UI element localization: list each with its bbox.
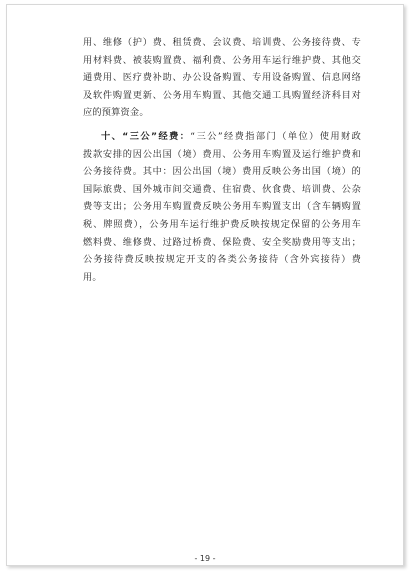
paragraph-1-line: 用、维修（护）费、租赁费、会议费、培训费、公务接待费、专 <box>83 37 361 48</box>
paragraph-2-line: 国际旅费、国外城市间交通费、住宿费、伙食费、培训费、公杂 <box>83 183 361 195</box>
paragraph-2-line: 公务接待费反映按规定开支的各类公务接待（含外宾接待）费 <box>83 254 361 266</box>
paragraph-2-first-line <box>83 128 361 146</box>
page-body <box>83 34 361 286</box>
paragraph-2-line: 拨款安排的因公出国（境）费用、公务用车购置及运行维护费和 <box>83 148 361 160</box>
section-heading: 十、“三公”经费： <box>101 130 191 142</box>
paragraph-2-line: 公务接待费。其中：因公出国（境）费用反映公务出国（境）的 <box>83 166 361 178</box>
paragraph-1-line: 应的预算资金。 <box>83 107 149 119</box>
paragraph-2-line: 费等支出；公务用车购置费反映公务用车购置支出（含车辆购置 <box>83 201 361 213</box>
paragraph-2-first-line-text: “三公”经费指部门（单位）使用财政 <box>190 130 361 142</box>
paragraph-1-line: 用材料费、被装购置费、福利费、公务用车运行维护费、其他交 <box>83 54 361 66</box>
paragraph-2-line: 税、牌照费），公务用车运行维护费反映按规定保留的公务用车 <box>83 218 361 230</box>
paragraph-2-line: 用。 <box>83 271 102 283</box>
page-number: - 19 - <box>194 554 216 563</box>
document-page <box>6 4 404 566</box>
paragraph-2-line: 燃料费、维修费、过路过桥费、保险费、安全奖励费用等支出； <box>83 236 361 248</box>
paragraph-1-line: 及软件购置更新、公务用车购置、其他交通工具购置经济科目对 <box>83 89 361 101</box>
paragraph-1-line: 通费用、医疗费补助、办公设备购置、专用设备购置、信息网络 <box>83 72 361 84</box>
